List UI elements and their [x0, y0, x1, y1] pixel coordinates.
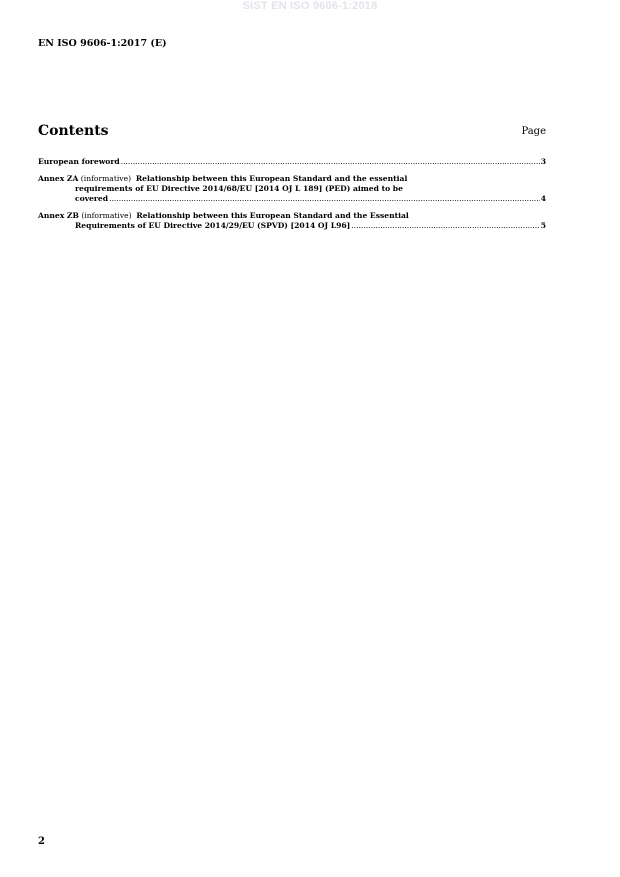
annex-title-line: Relationship between this European Standard and the Essential [136, 211, 409, 220]
toc-entry-european-foreword[interactable] [38, 157, 546, 167]
toc-line [38, 194, 546, 204]
annex-title-line: Relationship between this European Standard and the essential [135, 174, 408, 183]
toc-page-number: 5 [540, 221, 546, 230]
toc-line [38, 174, 546, 184]
toc-line [38, 211, 546, 221]
footer-page-number: 2 [38, 836, 45, 847]
toc-entry-title: European foreword [38, 157, 120, 166]
dot-leader [351, 221, 539, 231]
toc-page-number: 4 [540, 194, 546, 203]
toc-line [38, 157, 546, 167]
toc-page-number: 3 [540, 157, 546, 166]
annex-label: Annex ZA [38, 174, 79, 183]
toc-line [38, 221, 546, 231]
annex-title-line: requirements of EU Directive 2014/68/EU [2014 OJ L 189] (PED) aimed to be [75, 184, 403, 193]
annex-type: (informative) [81, 211, 132, 220]
annex-type: (informative) [80, 174, 132, 183]
toc-entry-annex-za[interactable] [38, 174, 546, 204]
table-of-contents [38, 157, 546, 238]
annex-title-line: Requirements of EU Directive 2014/29/EU (SPVD) [2014 OJ L96] [75, 221, 351, 230]
dot-leader [121, 157, 540, 167]
contents-title: Contents [38, 123, 109, 139]
page-column-label: Page [521, 126, 546, 137]
document-identifier: EN ISO 9606-1:2017 (E) [38, 38, 167, 49]
toc-entry-annex-zb[interactable] [38, 211, 546, 231]
annex-label: Annex ZB [38, 211, 79, 220]
dot-leader [109, 194, 540, 204]
watermark-text: SIST EN ISO 9606-1:2018 [242, 0, 378, 12]
toc-line [38, 184, 546, 194]
contents-header [38, 123, 546, 143]
annex-title-line: covered [75, 194, 109, 203]
